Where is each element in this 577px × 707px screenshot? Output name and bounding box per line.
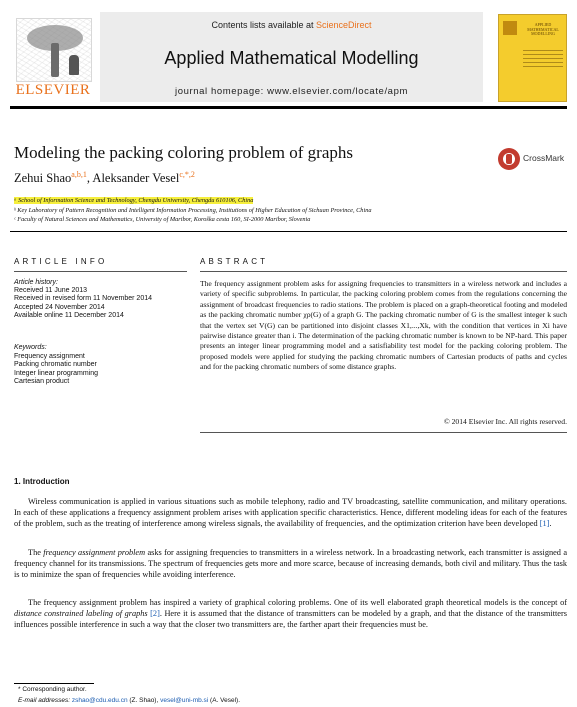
crossmark-label: CrossMark	[523, 153, 565, 163]
author-affiliation-marker[interactable]: a,b,1	[71, 170, 87, 179]
title-block-rule	[10, 231, 567, 232]
affiliation-a: ᵃ School of Information Science and Technology, Chengdu University, Chengdu 610106, China	[14, 197, 254, 204]
intro-paragraph: Wireless communication is applied in various situations such as mobile telephony, radio and TV broadcasting, satellite communication, and military operations. In each of these applications a frequency assignment problem arises with application specific characteristics. Hence, different modeling ideas for each of the features of the problem, such as the treating of interference among wireless signals, the availability of frequencies, and the optimization criterion have been developed [1].	[14, 497, 567, 528]
footnote-rule	[14, 683, 94, 684]
affiliation-c: ᶜ Faculty of Natural Sciences and Mathematics, University of Maribor, Koroška cesta 160, SI-2000 Maribor, Slovenia	[14, 216, 311, 223]
abstract-text: The frequency assignment problem asks for assigning frequencies to transmitters in a wireless network and includes a variety of specific subproblems. In particular, the packing coloring problem comes from the regulations concerning the assignment of broadcast frequencies to radio stations. The problem is placed on a graph-theoretical footing and modeled as the packing chromatic number χρ(G) of a graph G. The packing chromatic number of G is the smallest integer k such that the vertex set V(G) can be partitioned into disjoint classes X1,...,Xk, with the condition that vertices in Xi have pairwise distance greater than i. The determination of the packing chromatic number is known to be NP-hard. This paper presents an integer linear programming model and a satisfiability test model for the packing coloring problem. The proposed models were applied for studying the packing chromatic numbers of Cartesian products of paths and cycles and for the packing chromatic numbers of some distance graphs.	[200, 279, 567, 372]
contents-line: Contents lists available at ScienceDirect	[211, 20, 372, 30]
keywords-label: Keywords:	[14, 344, 47, 351]
article-history	[14, 279, 189, 320]
corresponding-author-note: * Corresponding author.	[18, 686, 87, 693]
intro-paragraph: The frequency assignment problem has inspired a variety of graphical coloring problems. One of its well elaborated graph theoretical models is the concept of distance constrained labeling of graphs [2]. Here it is assumed that the distance of transmitters can be modeled by a graph, and that the distance of the transmitters influences possible interference in such a way that the closer two transmitters are, the farther apart their frequencies must be.	[14, 598, 567, 629]
journal-title: Applied Mathematical Modelling	[164, 48, 419, 68]
keyword-item: Integer linear programming	[14, 369, 99, 377]
elsevier-logo	[14, 16, 92, 96]
crossmark-button[interactable]	[498, 147, 577, 173]
author-affiliation-marker[interactable]: c,*,2	[179, 170, 195, 179]
section-heading: 1. Introduction	[14, 477, 70, 486]
email-link[interactable]: vesel@uni-mb.si	[160, 697, 209, 704]
keyword-item: Frequency assignment	[14, 352, 85, 360]
sciencedirect-link[interactable]: ScienceDirect	[316, 20, 372, 30]
emphasized-term: distance constrained labeling of graphs	[14, 608, 148, 618]
citation-link[interactable]: [2]	[150, 608, 160, 618]
email-addresses: E-mail addresses: zshao@cdu.edu.cn (Z. Shao), vesel@uni-mb.si (A. Vesel).	[18, 697, 241, 704]
article-info-rule	[14, 271, 187, 272]
cover-subtitle-lines	[523, 47, 563, 67]
tree-engraving-icon	[16, 18, 92, 82]
keyword-item: Cartesian product	[14, 378, 70, 386]
abstract-end-rule	[200, 432, 567, 433]
author-name[interactable]: Zehui Shao	[14, 171, 72, 186]
journal-cover-thumbnail	[498, 14, 567, 102]
cover-emblem-icon	[503, 21, 517, 35]
author-name[interactable]: Aleksander Vesel	[92, 171, 180, 186]
history-label: Article history:	[14, 279, 58, 286]
author-list: Zehui Shao$^{a,b,1}$, Aleksander Vesel$^{c,*,2}$	[14, 170, 195, 186]
intro-paragraph: The frequency assignment problem asks for assigning frequencies to transmitters in a wireless network. In a broadcasting network, each transmitter is assigned a frequency channel for its transmissions. The spectrum of frequencies gets more and more scarce, because of increasing demands, both civil and military. Thus the task is to minimize the span of frequencies while avoiding interference.	[14, 548, 568, 579]
cover-title: APPLIED MATHEMATICAL MODELLING	[527, 22, 559, 36]
keyword-item: Packing chromatic number	[14, 361, 97, 369]
copyright-notice: © 2014 Elsevier Inc. All rights reserved.	[443, 417, 567, 426]
affiliation-b: ᵇ Key Laboratory of Pattern Recognition and Intelligent Information Processing, Institutions of Higher Education of Sichuan Province, China	[14, 207, 372, 214]
keywords	[14, 344, 189, 387]
journal-homepage: journal homepage: www.elsevier.com/locate/apm	[175, 86, 408, 97]
emphasized-term: frequency assignment problem	[43, 548, 146, 557]
history-entry: Received in revised form 11 November 2014	[14, 295, 152, 303]
history-entry: Received 11 June 2013	[14, 287, 88, 295]
journal-homepage-link[interactable]: www.elsevier.com/locate/apm	[267, 86, 408, 97]
email-link[interactable]: zshao@cdu.edu.cn	[71, 697, 128, 704]
paper-title: Modeling the packing coloring problem of graphs	[14, 143, 353, 162]
publisher-wordmark: ELSEVIER	[15, 82, 91, 98]
article-info-heading: ARTICLE INFO	[14, 257, 108, 266]
history-entry: Accepted 24 November 2014	[14, 303, 105, 311]
abstract-rule	[200, 271, 567, 272]
header-rule	[10, 106, 567, 109]
citation-link[interactable]: [1]	[539, 518, 550, 528]
history-entry: Available online 11 December 2014	[14, 311, 124, 319]
abstract-heading: ABSTRACT	[200, 257, 269, 266]
